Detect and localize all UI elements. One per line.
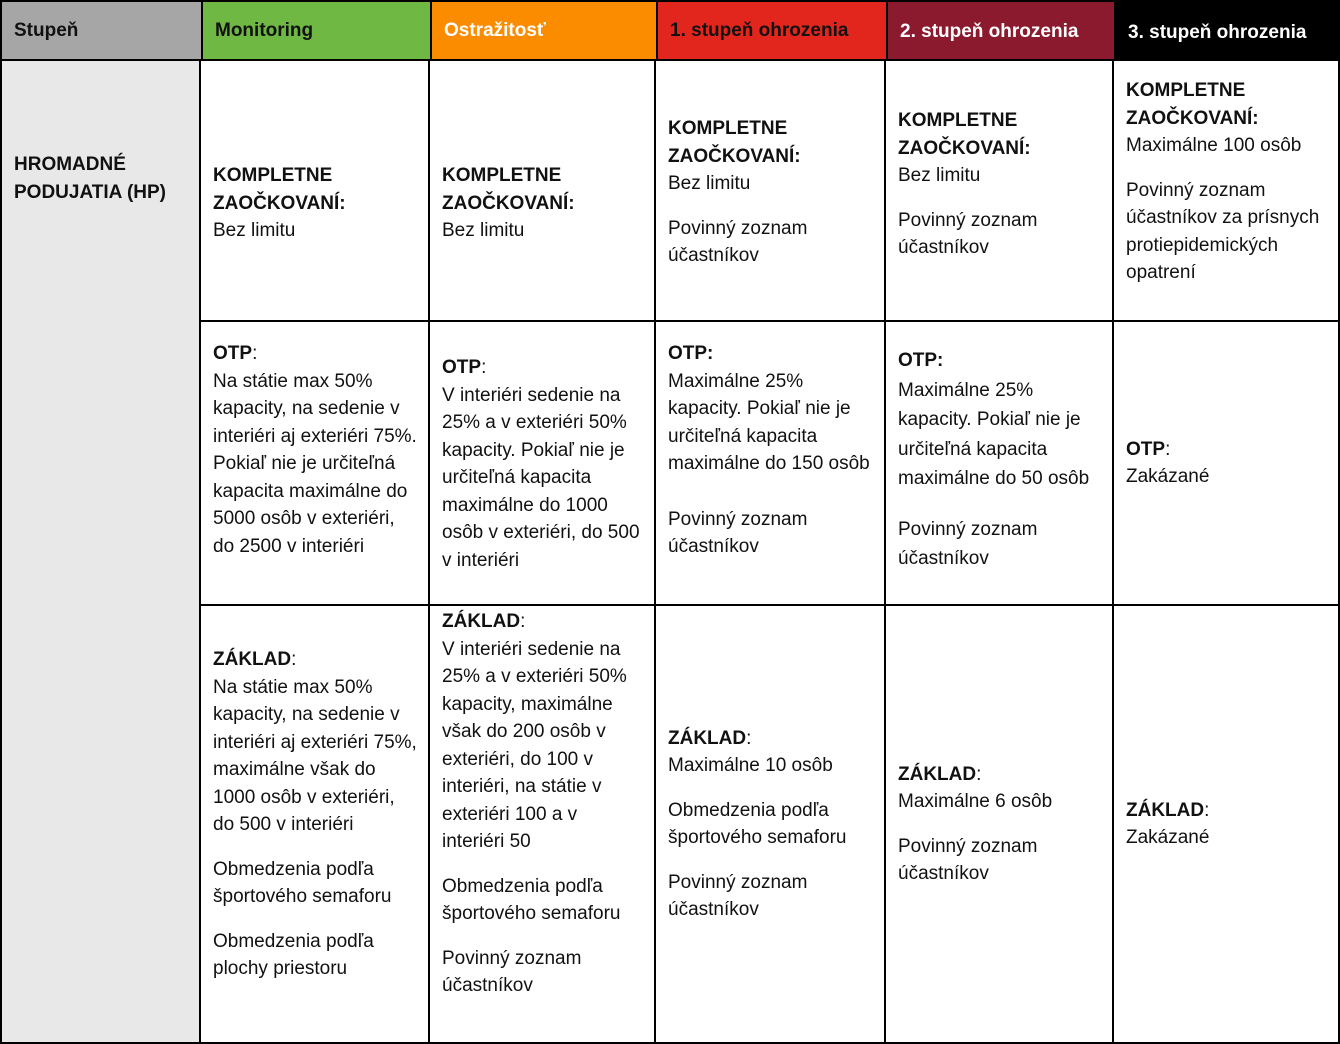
otp-monitoring xyxy=(201,322,430,606)
header-stupen-3 xyxy=(1114,0,1340,61)
otp-ostrazitost-label: OTP xyxy=(442,357,482,378)
zaklad-ostrazitost-value: V interiéri sedenie na 25% a v exteriéri 50% kapacity, maximálne však do 200 osôb v exteriéri, do 100 v interiéri, na státie v exteriéri 100 a v interiéri 50 xyxy=(442,638,627,852)
zaklad-monitoring xyxy=(201,606,430,1044)
row-label-cell xyxy=(0,61,201,1044)
zaklad-ostrazitost xyxy=(430,606,656,1044)
zaklad-stupen-1-extra-2: Povinný zoznam účastníkov xyxy=(668,871,808,920)
kompletne-stupen-1-label: KOMPLETNE ZAOČKOVANÍ: xyxy=(668,118,801,167)
otp-ostrazitost-colon: : xyxy=(481,357,487,378)
zaklad-monitoring-extra-2: Obmedzenia podľa plochy priestoru xyxy=(213,930,374,979)
zaklad-stupen-1-label: ZÁKLAD xyxy=(668,727,747,749)
otp-stupen-3 xyxy=(1114,322,1340,606)
zaklad-stupen-1-value: Maximálne 10 osôb xyxy=(668,755,833,776)
kompletne-stupen-2-label: KOMPLETNE ZAOČKOVANÍ: xyxy=(898,110,1031,159)
zaklad-ostrazitost-extra-1: Obmedzenia podľa športového semaforu xyxy=(442,875,621,924)
otp-stupen-3-value: Zakázané xyxy=(1126,466,1210,487)
otp-monitoring-value: Na státie max 50% kapacity, na sedenie v interiéri aj exteriéri 75%. Pokiaľ nie je určiteľná kapacita maximálne do 5000 osôb v exteriéri, do 2500 v interiéri xyxy=(213,370,417,557)
zaklad-stupen-2-label: ZÁKLAD xyxy=(898,763,977,785)
otp-stupen-2-value: Maximálne 25% kapacity. Pokiaľ nie je určiteľná kapacita maximálne do 50 osôb xyxy=(898,379,1090,489)
otp-ostrazitost xyxy=(430,322,656,606)
zaklad-stupen-3-label: ZÁKLAD xyxy=(1126,799,1205,821)
otp-stupen-2-extra: Povinný zoznam účastníkov xyxy=(898,518,1038,569)
zaklad-monitoring-colon: : xyxy=(291,649,297,670)
header-stupen-label: Stupeň xyxy=(14,19,79,41)
kompletne-stupen-2-value: Bez limitu xyxy=(898,165,981,186)
kompletne-stupen-3-value: Maximálne 100 osôb xyxy=(1126,135,1302,156)
kompletne-ostrazitost xyxy=(430,61,656,322)
kompletne-stupen-1-value: Bez limitu xyxy=(668,173,751,195)
zaklad-stupen-1-colon: : xyxy=(746,727,752,749)
kompletne-monitoring-label: KOMPLETNE ZAOČKOVANÍ: xyxy=(213,165,346,214)
zaklad-ostrazitost-colon: : xyxy=(520,611,526,632)
otp-monitoring-label: OTP xyxy=(213,343,253,364)
otp-stupen-3-label: OTP xyxy=(1126,438,1166,460)
header-stupen-3-label: 3. stupeň ohrozenia xyxy=(1128,21,1307,43)
otp-stupen-1-value: Maximálne 25% kapacity. Pokiaľ nie je určiteľná kapacita maximálne do 150 osôb xyxy=(668,370,870,474)
kompletne-stupen-2 xyxy=(886,61,1114,322)
zaklad-ostrazitost-extra-2: Povinný zoznam účastníkov xyxy=(442,947,582,996)
kompletne-stupen-1 xyxy=(656,61,886,322)
zaklad-stupen-2-extra-1: Povinný zoznam účastníkov xyxy=(898,835,1038,884)
kompletne-monitoring-value: Bez limitu xyxy=(213,220,296,242)
header-stupen-2-label: 2. stupeň ohrozenia xyxy=(900,21,1079,42)
otp-stupen-1-label: OTP: xyxy=(668,343,714,364)
row-label: HROMADNÉ PODUJATIA (HP) xyxy=(14,154,166,203)
otp-stupen-1-extra: Povinný zoznam účastníkov xyxy=(668,508,808,557)
kompletne-stupen-3 xyxy=(1114,61,1340,322)
kompletne-stupen-3-extra: Povinný zoznam účastníkov za prísnych protiepidemických opatrení xyxy=(1126,179,1320,283)
kompletne-stupen-2-extra: Povinný zoznam účastníkov xyxy=(898,209,1038,258)
header-monitoring xyxy=(201,0,430,61)
zaklad-stupen-3-value: Zakázané xyxy=(1126,827,1210,848)
zaklad-stupen-3-colon: : xyxy=(1204,799,1210,821)
zaklad-monitoring-value: Na státie max 50% kapacity, na sedenie v interiéri aj exteriéri 75%, maximálne však do 1000 osôb v exteriéri, do 500 v interiéri xyxy=(213,676,417,835)
kompletne-stupen-1-extra: Povinný zoznam účastníkov xyxy=(668,217,808,267)
zaklad-ostrazitost-label: ZÁKLAD xyxy=(442,611,521,632)
zaklad-stupen-2 xyxy=(886,606,1114,1044)
header-stupen-2 xyxy=(886,0,1114,61)
zaklad-stupen-2-value: Maximálne 6 osôb xyxy=(898,791,1053,812)
otp-ostrazitost-value: V interiéri sedenie na 25% a v exteriéri 50% kapacity. Pokiaľ nie je určiteľná kapacita maximálne do 1000 osôb v exteriéri, do 500 v interiéri xyxy=(442,384,640,571)
otp-stupen-2 xyxy=(886,322,1114,606)
zaklad-monitoring-label: ZÁKLAD xyxy=(213,649,292,670)
otp-stupen-2-label: OTP: xyxy=(898,350,944,371)
otp-stupen-1 xyxy=(656,322,886,606)
header-monitoring-label: Monitoring xyxy=(215,19,314,41)
header-stupen-1 xyxy=(656,0,886,61)
otp-stupen-3-colon: : xyxy=(1165,438,1171,460)
zaklad-stupen-1-extra-1: Obmedzenia podľa športového semaforu xyxy=(668,799,847,848)
header-stupen xyxy=(0,0,201,61)
header-ostrazitost-label: Ostražitosť xyxy=(444,19,547,41)
header-stupen-1-label: 1. stupeň ohrozenia xyxy=(670,19,849,41)
zaklad-stupen-3 xyxy=(1114,606,1340,1044)
kompletne-monitoring xyxy=(201,61,430,322)
kompletne-ostrazitost-label: KOMPLETNE ZAOČKOVANÍ: xyxy=(442,165,575,214)
zaklad-stupen-1 xyxy=(656,606,886,1044)
zaklad-stupen-2-colon: : xyxy=(976,763,982,785)
kompletne-ostrazitost-value: Bez limitu xyxy=(442,220,525,242)
zaklad-monitoring-extra-1: Obmedzenia podľa športového semaforu xyxy=(213,858,392,907)
header-ostrazitost xyxy=(430,0,656,61)
kompletne-stupen-3-label: KOMPLETNE ZAOČKOVANÍ: xyxy=(1126,80,1259,129)
otp-monitoring-colon: : xyxy=(252,343,258,364)
